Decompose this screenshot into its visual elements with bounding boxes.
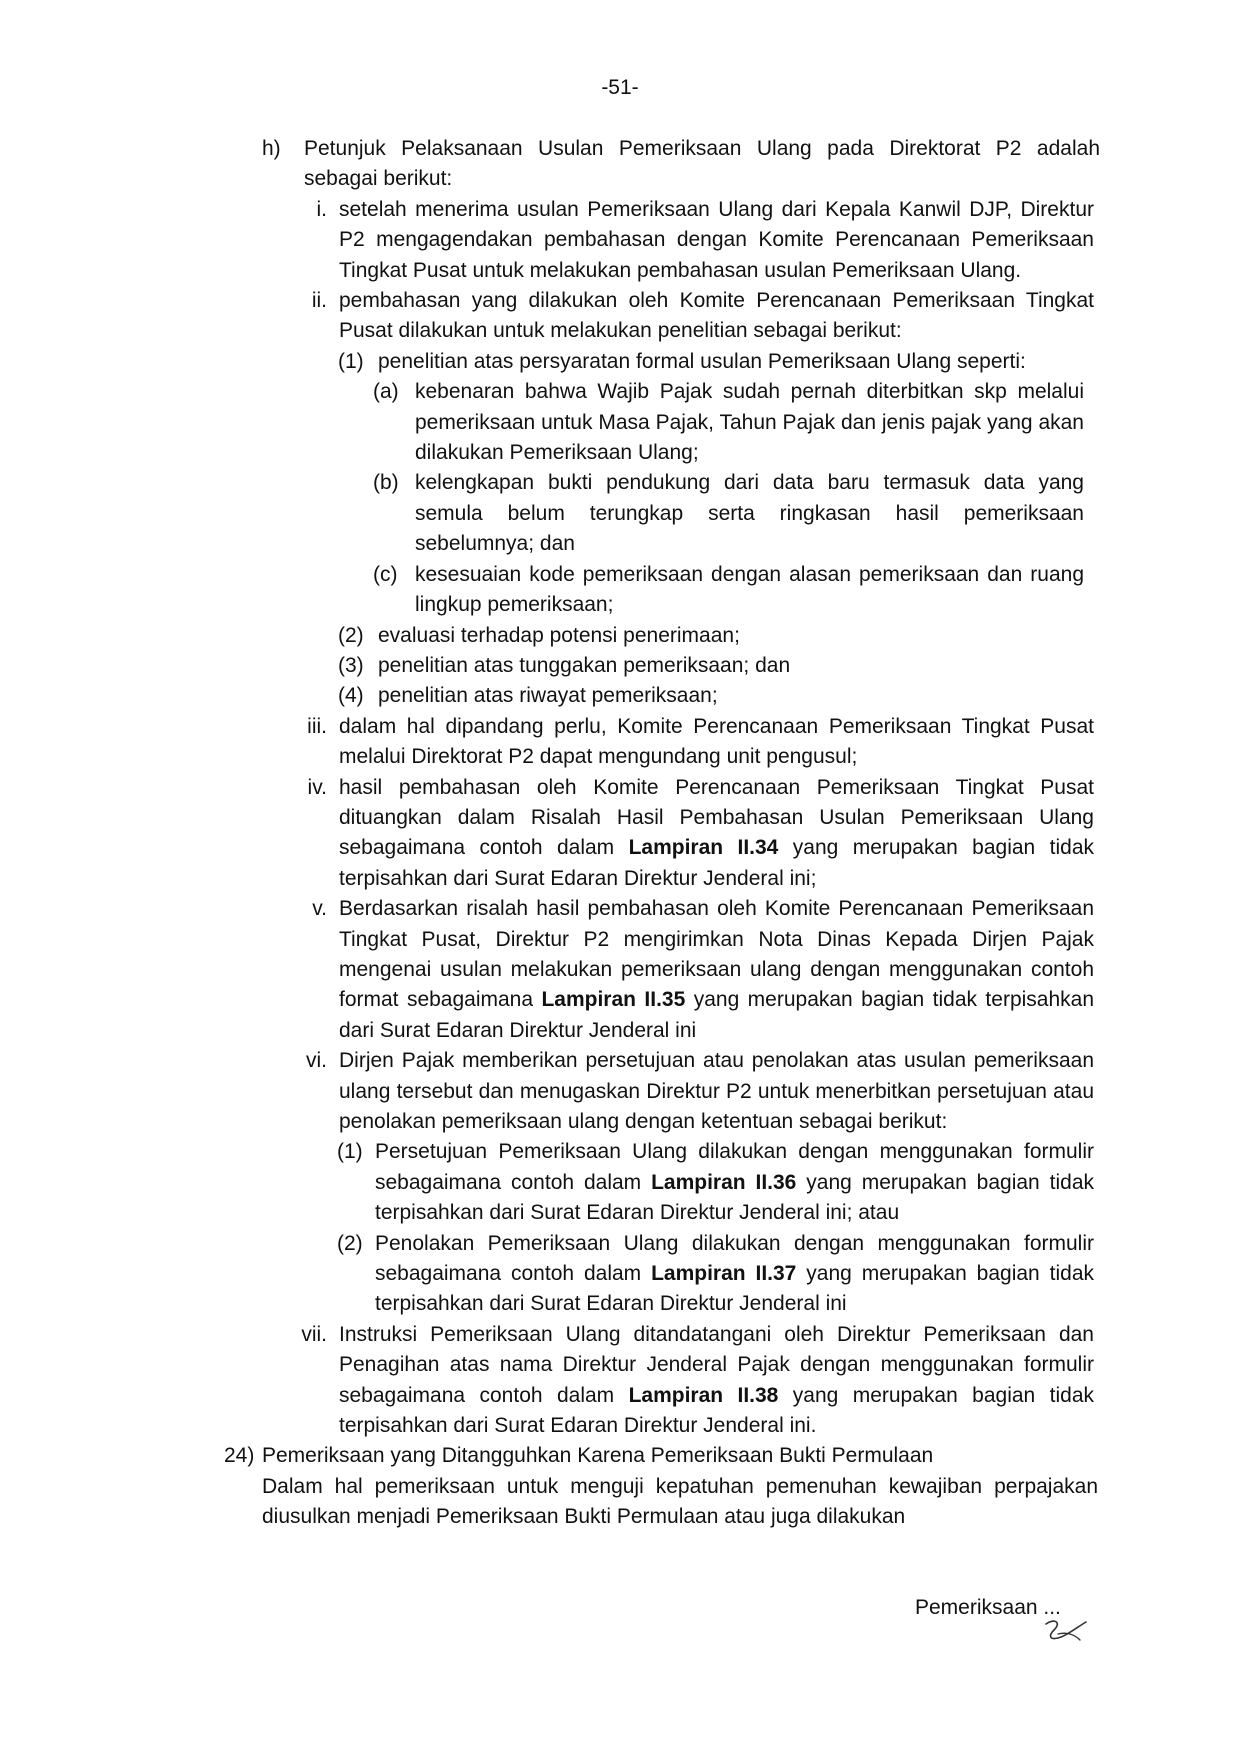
item-ii-3-marker: (3) (338, 653, 364, 677)
item-iii-marker: iii. (307, 714, 327, 738)
item-ii-1-c (373, 560, 1084, 621)
item-i-text: setelah menerima usulan Pemeriksaan Ulang dari Kepala Kanwil DJP, Direktur P2 mengagendakan pembahasan dengan Komite Perencanaan Pemeriksaan Tingkat Pusat untuk melakukan pembahasan usulan Pemeriksaan Ulang. (339, 197, 1094, 282)
item-ii-1-text: penelitian atas persyaratan formal usulan Pemeriksaan Ulang seperti: (378, 349, 1026, 373)
item-ii-4-text: penelitian atas riwayat pemeriksaan; (378, 684, 718, 708)
item-ii-1-c-marker: (c) (373, 562, 398, 586)
item-ii-2-marker: (2) (338, 623, 364, 647)
item-iv-text-before: hasil pembahasan oleh Komite Perencanaan Pemeriksaan Tingkat Pusat dituangkan dalam Risalah Hasil Pembahasan Usulan Pemeriksaan Ulang sebagaimana contoh dalam (339, 775, 1094, 860)
item-vi-1-marker: (1) (337, 1140, 363, 1164)
item-h-text: Petunjuk Pelaksanaan Usulan Pemeriksaan Ulang pada Direktorat P2 adalah sebagai berikut: (304, 137, 1100, 191)
item-v (312, 894, 1094, 1046)
item-vii-lampiran: Lampiran II.38 (628, 1383, 779, 1407)
item-iv-lampiran: Lampiran II.34 (628, 836, 779, 860)
section-24-body: Dalam hal pemeriksaan untuk menguji kepatuhan pemenuhan kewajiban perpajakan diusulkan menjadi Pemeriksaan Bukti Permulaan atau juga dilakukan (262, 1474, 1098, 1529)
item-ii-4 (338, 681, 1094, 711)
item-ii-1-c-text: kesesuaian kode pemeriksaan dengan alasan pemeriksaan dan ruang lingkup pemeriksaan; (415, 562, 1084, 617)
item-v-text-after: yang merupakan bagian tidak terpisahkan dari Surat Edaran Direktur Jenderal ini (339, 988, 1094, 1042)
item-vii (301, 1320, 1095, 1442)
item-iii-text: dalam hal dipandang perlu, Komite Perencanaan Pemeriksaan Tingkat Pusat melalui Direktorat P2 dapat mengundang unit pengusul; (339, 714, 1094, 769)
section-24-marker: 24) (224, 1444, 255, 1468)
item-i-marker: i. (316, 197, 327, 221)
item-v-marker: v. (312, 897, 327, 921)
item-ii (311, 286, 1094, 347)
item-iv-marker: iv. (307, 775, 327, 799)
paraf-initial (1036, 1614, 1092, 1648)
item-vii-text-before: Instruksi Pemeriksaan Ulang ditandatangani oleh Direktur Pemeriksaan dan Penagihan atas nama Direktur Jenderal Pajak dengan menggunakan formulir sebagaimana contoh dalam (339, 1322, 1094, 1407)
item-h (262, 134, 1100, 195)
item-ii-1-b (373, 468, 1084, 559)
item-vi (306, 1046, 1094, 1137)
item-ii-3-text: penelitian atas tunggakan pemeriksaan; dan (378, 653, 791, 677)
item-ii-1 (338, 347, 1094, 377)
item-v-text-before: Berdasarkan risalah hasil pembahasan oleh Komite Perencanaan Pemeriksaan Tingkat Pusat, Direktur P2 mengirimkan Nota Dinas Kepada Dirjen Pajak mengenai usulan melakukan pemeriksaan ulang dengan menggunakan contoh format sebagaimana (339, 897, 1094, 1012)
item-ii-3 (338, 651, 1094, 681)
section-24-title: Pemeriksaan yang Ditangguhkan Karena Pemeriksaan Bukti Permulaan (262, 1444, 934, 1468)
item-ii-1-b-text: kelengkapan bukti pendukung dari data baru termasuk data yang semula belum terungkap serta ringkasan hasil pemeriksaan sebelumnya; dan (415, 471, 1084, 556)
item-h-marker: h) (262, 137, 281, 160)
item-iv (307, 773, 1095, 895)
item-vii-marker: vii. (301, 1322, 327, 1346)
item-iv-text-after: yang merupakan bagian tidak terpisahkan dari Surat Edaran Direktur Jenderal ini; (339, 836, 1095, 890)
item-vi-1-text-before: Persetujuan Pemeriksaan Ulang dilakukan dengan menggunakan formulir sebagaimana contoh dalam (375, 1140, 1094, 1194)
item-ii-4-marker: (4) (338, 684, 364, 708)
item-ii-1-a-marker: (a) (373, 380, 399, 404)
item-ii-1-a (373, 377, 1084, 468)
item-ii-2 (338, 621, 1094, 651)
document-body (0, 134, 1240, 1533)
item-i (316, 195, 1094, 286)
item-vi-2-text-after: yang merupakan bagian tidak terpisahkan dari Surat Edaran Direktur Jenderal ini (375, 1262, 1095, 1316)
item-ii-1-marker: (1) (338, 349, 364, 373)
item-iii (307, 712, 1094, 773)
item-vi-marker: vi. (306, 1049, 327, 1073)
item-vi-2 (337, 1229, 1095, 1320)
item-vi-text: Dirjen Pajak memberikan persetujuan atau penolakan atas usulan pemeriksaan ulang tersebut dan menugaskan Direktur P2 untuk menerbitkan persetujuan atau penolakan pemeriksaan ulang dengan ketentuan sebagai berikut: (339, 1049, 1094, 1133)
page-number: -51- (601, 76, 639, 99)
item-ii-text: pembahasan yang dilakukan oleh Komite Perencanaan Pemeriksaan Tingkat Pusat dilakukan untuk melakukan penelitian sebagai berikut: (339, 289, 1094, 343)
item-vii-text-after: yang merupakan bagian tidak terpisahkan dari Surat Edaran Direktur Jenderal ini. (339, 1383, 1095, 1438)
section-24-heading (224, 1441, 1098, 1471)
item-v-lampiran: Lampiran II.35 (541, 988, 686, 1012)
item-ii-2-text: evaluasi terhadap potensi penerimaan; (378, 623, 740, 647)
item-vi-2-lampiran: Lampiran II.37 (651, 1262, 797, 1286)
item-ii-1-b-marker: (b) (373, 471, 399, 495)
item-vi-1-text-after: yang merupakan bagian tidak terpisahkan dari Surat Edaran Direktur Jenderal ini; atau (375, 1170, 1095, 1225)
item-ii-marker: ii. (311, 289, 327, 313)
item-vi-2-text-before: Penolakan Pemeriksaan Ulang dilakukan dengan menggunakan formulir sebagaimana contoh dalam (375, 1231, 1094, 1286)
next-page-catchword: Pemeriksaan ... (915, 1596, 1061, 1619)
item-ii-1-a-text: kebenaran bahwa Wajib Pajak sudah pernah diterbitkan skp melalui pemeriksaan untuk Masa Pajak, Tahun Pajak dan jenis pajak yang akan dilakukan Pemeriksaan Ulang; (415, 380, 1084, 465)
item-vi-1 (337, 1137, 1095, 1228)
item-vi-1-lampiran: Lampiran II.36 (651, 1170, 797, 1194)
item-vi-2-marker: (2) (337, 1231, 363, 1255)
